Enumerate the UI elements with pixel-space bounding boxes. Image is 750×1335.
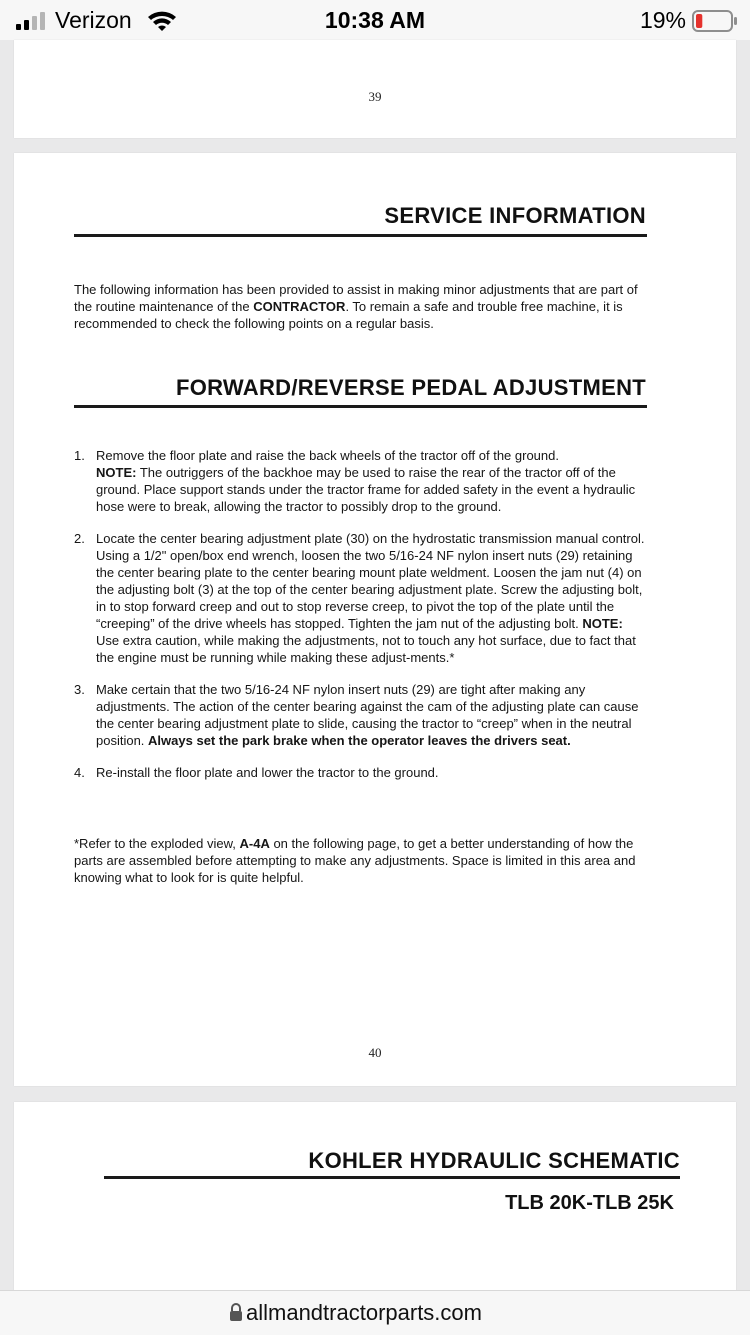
step-text: Re-install the floor plate and lower the tractor to the ground. xyxy=(96,765,439,780)
document-page-39 xyxy=(14,40,736,138)
step-text: Make certain that the two 5/16-24 NF nylon insert nuts (29) are tight after making any adjustments. The action of the center bearing against the cam of the adjusting plate can cause the center bearing adjustment plate to slide, causing the tractor to “creep” when in the neutral position. xyxy=(96,682,639,748)
step-text: Remove the floor plate and raise the back wheels of the tractor off of the ground. xyxy=(96,448,559,463)
intro-bold: CONTRACTOR xyxy=(253,299,346,314)
heading-rule xyxy=(74,234,647,237)
battery-percent: 19% xyxy=(639,7,686,33)
footnote-bold: A-4A xyxy=(239,836,270,851)
carrier-name: Verizon xyxy=(55,7,132,33)
footnote-paragraph xyxy=(74,835,649,886)
document-page-40 xyxy=(14,153,736,1086)
step-text: Locate the center bearing adjustment plate (30) on the hydrostatic transmission manual control. Using a 1/2" open/box end wrench, loosen the two 5/16-24 NF nylon insert nuts (29) retaining the center bearing plate to the center bearing mount plate weldment. Loosen the jam nut (4) on the adjusting bolt (3) at the top of the center bearing adjustment plate. Screw the adjusting bolt, in to stop forward creep and out to stop reverse creep, to pivot the top of the plate until the “creeping” of the drive wheels has stopped. Tighten the jam nut of the adjusting bolt. xyxy=(96,531,645,631)
pedal-adjustment-heading: FORWARD/REVERSE PEDAL ADJUSTMENT xyxy=(175,375,646,400)
step-number: 4. xyxy=(74,765,85,780)
footnote-text: *Refer to the exploded view, xyxy=(74,836,240,851)
clock-time: 10:38 AM xyxy=(324,7,426,33)
note-label: NOTE: xyxy=(96,465,137,480)
adjustment-steps xyxy=(74,447,649,796)
list-item xyxy=(74,681,649,749)
heading-rule xyxy=(104,1176,680,1179)
step-number: 3. xyxy=(74,682,85,697)
kohler-schematic-heading: KOHLER HYDRAULIC SCHEMATIC xyxy=(308,1148,680,1173)
page-number: 39 xyxy=(368,89,382,104)
status-bar xyxy=(0,0,750,40)
url-bar[interactable] xyxy=(0,1290,750,1335)
step-number: 1. xyxy=(74,448,85,463)
step-number: 2. xyxy=(74,531,85,546)
heading-rule xyxy=(74,405,647,408)
model-subheading: TLB 20K-TLB 25K xyxy=(505,1192,674,1214)
intro-text-end: . To remain a safe and trouble free machine, it is recommended to check the following points on a regular basis. xyxy=(74,299,623,331)
step-bold-text: Always set the park brake when the operator leaves the drivers seat. xyxy=(148,733,571,748)
list-item xyxy=(74,530,649,666)
lock-icon xyxy=(229,1302,243,1322)
note-label: NOTE: xyxy=(582,616,623,631)
battery-low-icon xyxy=(692,10,738,32)
page-number: 40 xyxy=(368,1045,382,1060)
intro-text: The following information has been provided to assist in making minor adjustments that are part of the routine maintenance of the xyxy=(74,282,638,314)
intro-paragraph xyxy=(74,281,649,332)
document-page-41 xyxy=(14,1102,736,1292)
footnote-text-end: on the following page, to get a better understanding of how the parts are assembled before attempting to make any adjustments. Space is limited in this area and knowing what to look for is quite helpful. xyxy=(74,836,636,885)
step-note-text: The outriggers of the backhoe may be used to raise the rear of the tractor off of the ground. Place support stands under the tractor frame for added safety in the event a hydraulic hose were to break, allowing the tractor to possibly drop to the ground. xyxy=(96,465,636,514)
list-item xyxy=(74,764,649,781)
service-information-heading: SERVICE INFORMATION xyxy=(384,203,646,228)
step-note-text: Use extra caution, while making the adjustments, not to touch any hot surface, due to fact that the engine must be running while making these adjust-ments.* xyxy=(96,633,636,665)
list-item xyxy=(74,447,649,515)
page-url[interactable]: allmandtractorparts.com xyxy=(246,1300,482,1325)
